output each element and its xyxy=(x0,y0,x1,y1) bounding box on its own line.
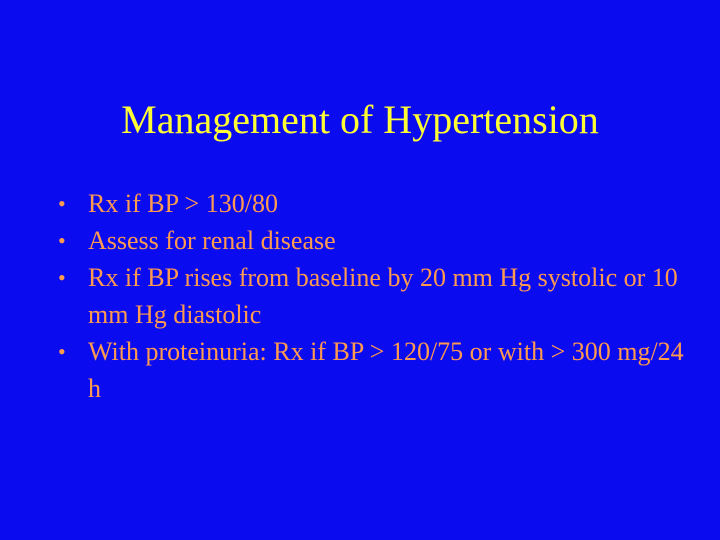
bullet-icon: • xyxy=(58,339,66,364)
bullet-icon: • xyxy=(58,228,66,253)
bullet-text: With proteinuria: Rx if BP > 120/75 or with > 300 mg/24 h xyxy=(88,337,684,403)
bullet-icon: • xyxy=(58,191,66,216)
bullet-icon: • xyxy=(58,265,66,290)
bullet-list xyxy=(58,185,698,407)
bullet-text: Rx if BP > 130/80 xyxy=(88,189,278,218)
bullet-text: Rx if BP rises from baseline by 20 mm Hg systolic or 10 mm Hg diastolic xyxy=(88,263,678,329)
slide-title: Management of Hypertension xyxy=(121,97,599,142)
bullet-text: Assess for renal disease xyxy=(88,226,336,255)
bullet-item xyxy=(58,333,698,407)
bullet-item xyxy=(58,259,698,333)
bullet-item xyxy=(58,185,698,222)
bullet-item xyxy=(58,222,698,259)
